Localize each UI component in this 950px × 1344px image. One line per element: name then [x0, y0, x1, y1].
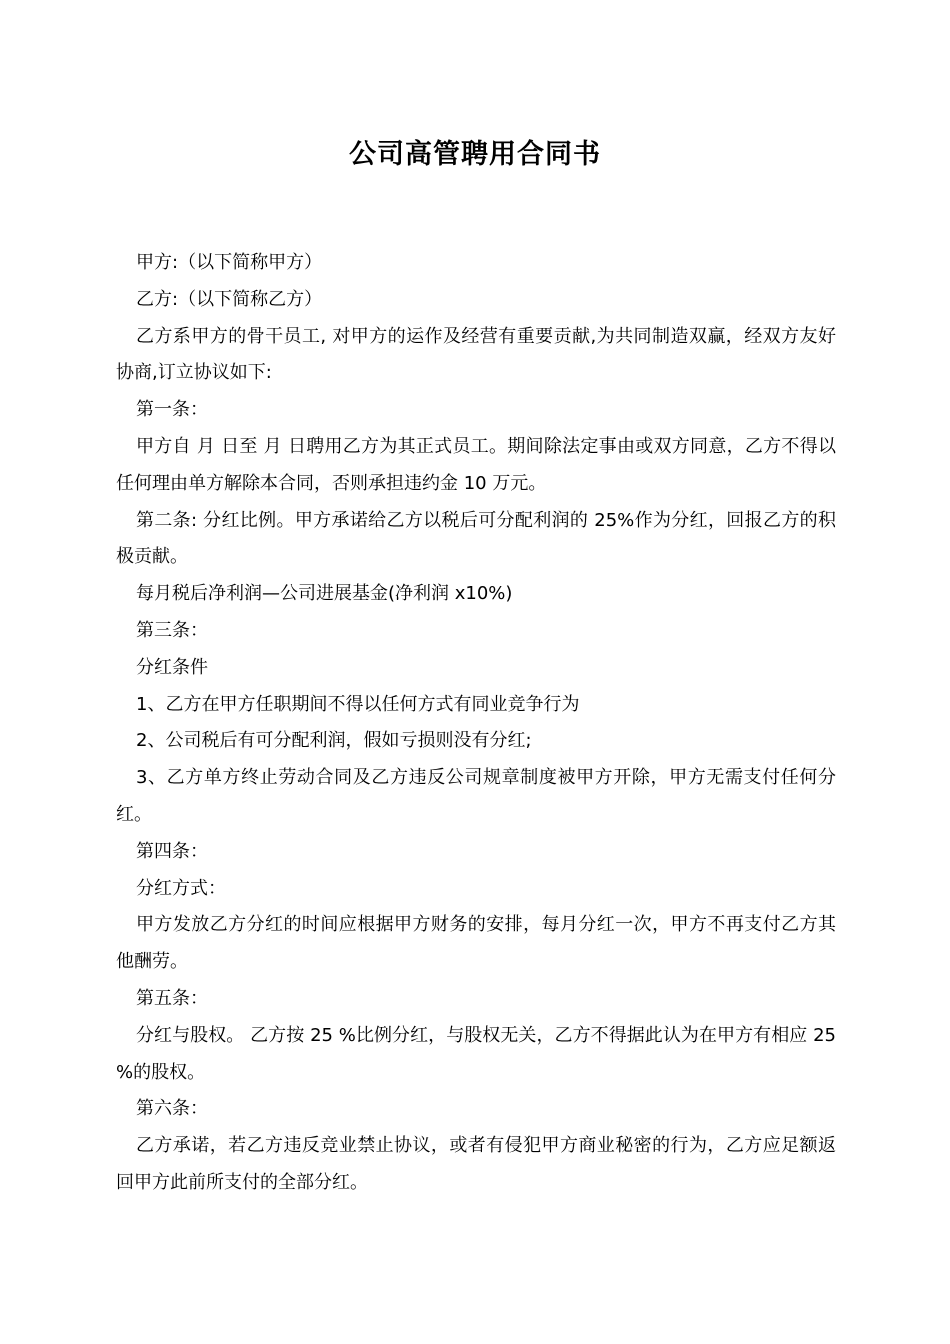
article-4-body: 甲方发放乙方分红的时间应根据甲方财务的安排，每月分红一次，甲方不再支付乙方其他酬劳。 — [116, 914, 836, 973]
article-5-body: 分红与股权。 乙方按 25 %比例分红，与股权无关，乙方不得据此认为在甲方有相应 25 %的股权。 — [116, 1024, 836, 1083]
dividend-conditions-heading: 分红条件 — [136, 656, 208, 678]
article-2-body: 第二条: 分红比例。甲方承诺给乙方以税后可分配利润的 25%作为分红，回报乙方的积极贡献。 — [116, 509, 836, 568]
document-title: 公司高管聘用合同书 — [349, 139, 601, 170]
article-6-body: 乙方承诺，若乙方违反竞业禁止协议，或者有侵犯甲方商业秘密的行为，乙方应足额返回甲方此前所支付的全部分红。 — [116, 1135, 836, 1193]
document-body — [116, 245, 836, 1202]
article-1-body: 甲方自 月 日至 月 日聘用乙方为其正式员工。期间除法定事由或双方同意，乙方不得以任何理由单方解除本合同，否则承担违约金 10 万元。 — [116, 435, 836, 494]
party-b-line: 乙方:（以下简称乙方） — [136, 288, 323, 310]
article-6-heading: 第六条： — [136, 1098, 208, 1120]
party-a-line: 甲方:（以下简称甲方） — [136, 252, 323, 273]
condition-item-2: 2、公司税后有可分配利润，假如亏损则没有分红; — [136, 730, 532, 752]
dividend-method-heading: 分红方式： — [136, 877, 226, 899]
preamble-paragraph: 乙方系甲方的骨干员工, 对甲方的运作及经营有重要贡献,为共同制造双赢，经双方友好协商,订立协议如下: — [116, 325, 836, 384]
condition-item-3: 3、乙方单方终止劳动合同及乙方违反公司规章制度被甲方开除，甲方无需支付任何分红。 — [116, 767, 836, 825]
condition-item-1: 1、乙方在甲方任职期间不得以任何方式有同业竞争行为 — [136, 693, 580, 715]
article-4-heading: 第四条： — [136, 840, 208, 862]
article-3-heading: 第三条： — [136, 619, 208, 641]
article-1-heading: 第一条： — [136, 399, 208, 421]
article-5-heading: 第五条： — [136, 987, 208, 1009]
profit-formula-line: 每月税后净利润—公司进展基金(净利润 x10%) — [136, 583, 513, 605]
